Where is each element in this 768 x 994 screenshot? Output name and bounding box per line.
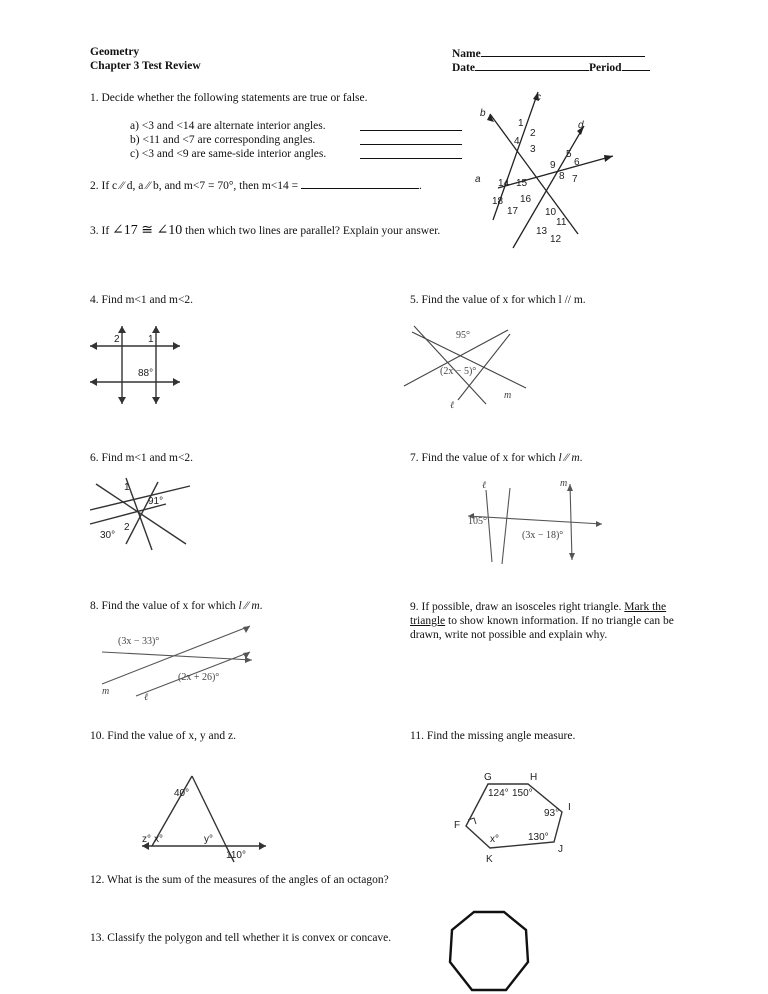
q11-prompt: 11. Find the missing angle measure. — [410, 730, 576, 742]
q1-answer-b[interactable] — [360, 134, 462, 145]
q6-given2: 30° — [100, 530, 116, 541]
q10-prompt: 10. Find the value of x, y and z. — [90, 730, 236, 742]
q1-item-a: a) <3 and <14 are alternate interior angles. — [130, 120, 326, 132]
q13-prompt: 13. Classify the polygon and tell whether it is convex or concave. — [90, 932, 392, 944]
q11-J: J — [558, 844, 563, 855]
q4-figure — [86, 320, 186, 410]
q1-item-c: c) <3 and <9 are same-side interior angles. — [130, 148, 327, 160]
svg-text:c: c — [536, 92, 541, 103]
q10-y: y° — [204, 834, 213, 845]
q4-angle2: 2 — [114, 334, 120, 345]
q1-answer-a[interactable] — [360, 120, 462, 131]
q7-line-m: m — [560, 478, 568, 489]
q1-figure — [475, 82, 648, 252]
q5-prompt: 5. Find the value of x for which l // m. — [410, 294, 586, 306]
q6-figure — [86, 474, 196, 554]
svg-text:2: 2 — [530, 128, 536, 139]
q4-angle1: 1 — [148, 334, 154, 345]
q12-prompt: 12. What is the sum of the measures of the angles of an octagon? — [90, 874, 389, 886]
svg-text:11: 11 — [556, 217, 567, 228]
q11-G: G — [484, 772, 492, 783]
name-line[interactable]: Name — [452, 46, 645, 60]
svg-text:16: 16 — [520, 194, 532, 205]
svg-text:3: 3 — [530, 144, 536, 155]
q11-aJ: 130° — [528, 832, 549, 843]
svg-text:17: 17 — [507, 206, 519, 217]
q1-prompt: 1. Decide whether the following statements are true or false. — [90, 92, 368, 104]
svg-text:d: d — [578, 120, 584, 131]
svg-text:1: 1 — [518, 118, 524, 129]
q4-prompt: 4. Find m<1 and m<2. — [90, 294, 194, 306]
course-title: Geometry — [90, 46, 140, 58]
q11-F: F — [454, 820, 461, 831]
q11-I: I — [568, 802, 571, 813]
q6-angle2: 2 — [124, 522, 130, 533]
date-period-line[interactable]: Date Period — [452, 60, 650, 74]
q11-H: H — [530, 772, 538, 783]
q2-answer[interactable] — [301, 178, 419, 189]
svg-text:7: 7 — [572, 174, 578, 185]
q7-given: 105° — [468, 516, 487, 527]
q8-expr1: (3x − 33)° — [118, 636, 160, 647]
q11-K: K — [486, 854, 493, 865]
svg-text:9: 9 — [550, 160, 556, 171]
q5-expr: (2x − 5)° — [440, 366, 477, 377]
q3-prompt: 3. If ∠17 ≅ ∠10 then which two lines are parallel? Explain your answer. — [90, 223, 441, 238]
q7-figure — [466, 476, 606, 568]
q4-given: 88° — [138, 368, 154, 379]
q5-figure — [400, 320, 530, 410]
svg-text:10: 10 — [545, 207, 557, 218]
svg-text:12: 12 — [550, 234, 562, 245]
q10-x: x° — [154, 834, 163, 845]
q1-item-b: b) <11 and <7 are corresponding angles. — [130, 134, 316, 146]
q6-angle1: 1 — [124, 482, 130, 493]
q11-aH: 150° — [512, 788, 533, 799]
svg-text:15: 15 — [516, 178, 528, 189]
q11-aI: 93° — [544, 808, 560, 819]
q7-expr: (3x − 18)° — [522, 530, 564, 541]
test-title: Chapter 3 Test Review — [90, 60, 201, 72]
q11-aG: 124° — [488, 788, 509, 799]
q8-figure — [96, 624, 256, 702]
q13-heptagon — [444, 908, 534, 994]
q10-figure — [142, 770, 272, 864]
svg-text:b: b — [480, 108, 486, 119]
q10-ext: 110° — [226, 850, 246, 861]
q2-prompt: 2. If c ∕∕ d, a ∕∕ b, and m<7 = 70°, then m<14 = . — [90, 180, 422, 192]
q8-line-m: m — [102, 686, 110, 697]
svg-text:a: a — [475, 174, 481, 185]
q10-top: 40° — [174, 788, 190, 799]
svg-text:18: 18 — [492, 196, 504, 207]
q7-prompt: 7. Find the value of x for which l ∕∕ m. — [410, 452, 583, 464]
q7-line-l: ℓ — [482, 480, 487, 491]
q11-figure — [454, 768, 590, 872]
q5-line-l: ℓ — [450, 400, 455, 411]
svg-text:13: 13 — [536, 226, 548, 237]
q5-line-m: m — [504, 390, 512, 401]
q3-math: ∠17 ≅ ∠10 — [112, 223, 183, 238]
svg-text:5: 5 — [566, 149, 572, 160]
svg-text:8: 8 — [559, 171, 565, 182]
q6-prompt: 6. Find m<1 and m<2. — [90, 452, 194, 464]
q8-line-l: ℓ — [144, 692, 149, 703]
svg-text:6: 6 — [574, 157, 580, 168]
svg-text:4: 4 — [514, 136, 520, 147]
q8-prompt: 8. Find the value of x for which l ∕∕ m. — [90, 600, 263, 612]
q8-expr2: (2x + 26)° — [178, 672, 220, 683]
svg-text:14: 14 — [498, 178, 510, 189]
q6-given1: 91° — [148, 496, 164, 507]
q5-given: 95° — [456, 330, 470, 341]
q11-aK: x° — [490, 834, 499, 845]
q9-prompt: 9. If possible, draw an isosceles right triangle. Mark the triangle to show known information. If no triangle can be drawn, write not possible and explain why. — [410, 601, 674, 641]
q10-z: z° — [142, 834, 151, 845]
q1-answer-c[interactable] — [360, 148, 462, 159]
